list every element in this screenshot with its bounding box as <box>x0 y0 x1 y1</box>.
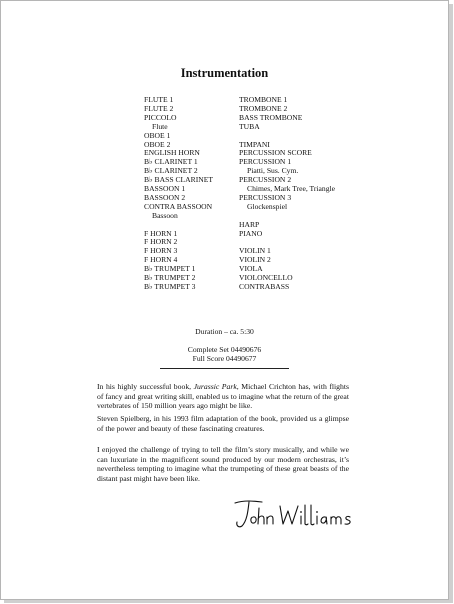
instrument-name: TIMPANI <box>239 139 270 149</box>
paragraph-composer-text: I enjoyed the challenge of trying to tell the film’s story musically, and while we can luxuriate in the magnificent sound produced by our modern orchestras, it’s nevertheless tempting to imagine what the trumpeting of these great beasts of the distant past might have been like. <box>97 445 349 483</box>
instrument-name: CLARINET 2 <box>154 166 198 176</box>
instrument-name: Flute <box>152 121 168 131</box>
instrument-name: CONTRA BASSOON <box>144 201 213 211</box>
instrument-name: OBOE 2 <box>144 139 171 149</box>
instrument-doubling <box>144 212 213 221</box>
flat-key-label: B♭ <box>144 175 155 185</box>
instrument-name: F HORN 2 <box>144 237 178 247</box>
instrument-doubling <box>239 203 335 212</box>
instrument-name: ENGLISH HORN <box>144 148 200 158</box>
paragraph-composer <box>97 445 349 483</box>
instrument-name: BASS TROMBONE <box>239 112 303 122</box>
instrument-name: TUBA <box>239 121 260 131</box>
instrument-name: F HORN 3 <box>144 246 178 256</box>
instrument-name: BASSOON 1 <box>144 184 186 194</box>
instrument-name: CLARINET 1 <box>154 157 198 167</box>
paragraph-intro <box>97 382 349 411</box>
instrument-name: VIOLA <box>239 264 263 274</box>
instrument-item <box>144 283 213 292</box>
flat-key-label: B♭ <box>144 157 155 167</box>
flat-key-label: B♭ <box>144 166 155 176</box>
flat-key-label: B♭ <box>144 282 155 292</box>
duration-text: Duration – ca. 5:30 <box>195 327 254 336</box>
instrument-name: BASSOON 2 <box>144 192 186 202</box>
instrument-name: Chimes, Mark Tree, Triangle <box>247 184 335 194</box>
book-title: Jurassic Park <box>193 382 237 391</box>
instrument-name: TRUMPET 2 <box>154 273 196 283</box>
instrument-name: Bassoon <box>152 210 178 220</box>
instrument-item <box>239 123 335 132</box>
paragraph-intro-text-b: , Michael Crichton has, with flights of fancy and great writing skill, enabled us to imagine what the return of the great vertebrates of 150 million years ago might be like. <box>97 382 349 411</box>
instrument-name: PERCUSSION 1 <box>239 157 292 167</box>
instrument-list-left <box>144 96 213 292</box>
instrument-name: FLUTE 2 <box>144 103 174 113</box>
page-title: Instrumentation <box>180 66 269 80</box>
complete-set-number: Complete Set 04490676 <box>187 345 262 354</box>
instrument-name: VIOLIN 2 <box>239 255 271 265</box>
instrument-name: PERCUSSION 3 <box>239 192 292 202</box>
instrument-item <box>239 283 335 292</box>
paragraph-spielberg-text: Steven Spielberg, in his 1993 film adaptation of the book, provided us a glimpse of the power and beauty of these fascinating creatures. <box>97 414 349 433</box>
instrument-name: OBOE 1 <box>144 130 171 140</box>
instrument-name: Glockenspiel <box>247 201 288 211</box>
instrument-name: PICCOLO <box>144 112 177 122</box>
instrument-name: CONTRABASS <box>239 281 290 291</box>
edition-numbers <box>0 345 449 363</box>
page-shadow-bottom <box>4 600 453 603</box>
instrument-name: VIOLIN 1 <box>239 246 271 256</box>
composer-signature <box>232 497 354 533</box>
flat-key-label: B♭ <box>144 273 155 283</box>
instrument-name: TROMBONE 2 <box>239 103 288 113</box>
instrument-name: PIANO <box>239 228 263 238</box>
instrument-name: F HORN 1 <box>144 228 178 238</box>
instrument-name: BASS CLARINET <box>154 175 213 185</box>
instrument-name: PERCUSSION 2 <box>239 175 292 185</box>
page-shadow-right <box>449 4 453 603</box>
instrument-name: TRUMPET 1 <box>154 264 196 274</box>
instrument-item <box>239 230 335 239</box>
instrument-name: HARP <box>239 219 260 229</box>
paragraph-spielberg <box>97 414 349 433</box>
flat-key-label: B♭ <box>144 264 155 274</box>
full-score-number: Full Score 04490677 <box>192 354 257 363</box>
instrument-list-right <box>239 96 335 292</box>
instrument-name: Piatti, Sus. Cym. <box>247 166 299 176</box>
instrument-name: TRUMPET 3 <box>154 282 196 292</box>
instrument-name: PERCUSSION SCORE <box>239 148 312 158</box>
instrument-name: F HORN 4 <box>144 255 178 265</box>
divider-rule <box>160 368 289 369</box>
paragraph-intro-text-a: In his highly successful book, <box>97 382 194 391</box>
instrument-name: VIOLONCELLO <box>239 273 293 283</box>
instrument-name: FLUTE 1 <box>144 95 174 104</box>
instrument-name: TROMBONE 1 <box>239 95 288 104</box>
